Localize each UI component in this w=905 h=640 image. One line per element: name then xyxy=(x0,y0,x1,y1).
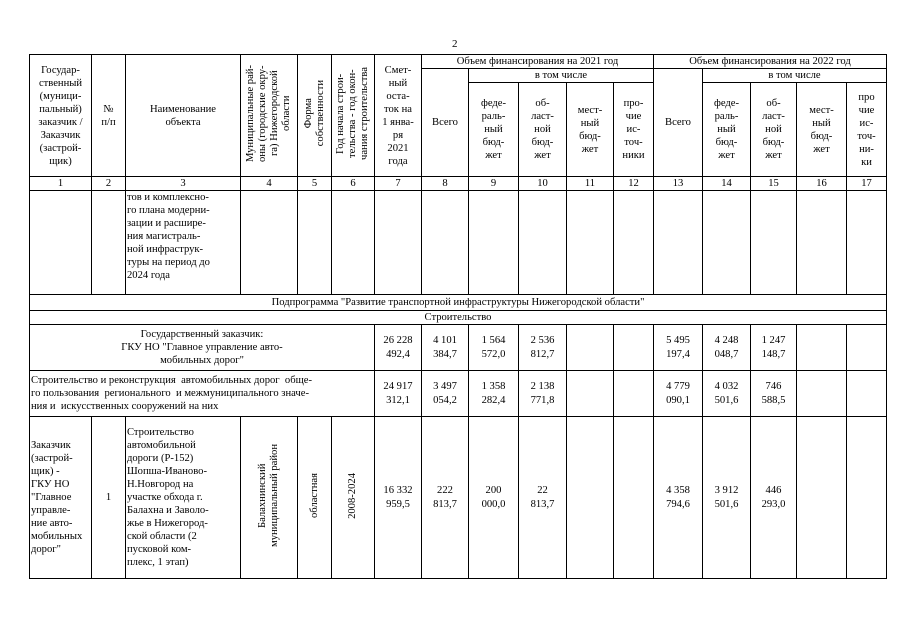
value-cell xyxy=(567,417,614,579)
colnum: 8 xyxy=(422,177,469,191)
value-cell: 26 228 492,4 xyxy=(375,325,422,371)
colnum: 1 xyxy=(30,177,92,191)
subprogram-title: Подпрограмма "Развитие транспортной инфраструктуры Нижегородской области" xyxy=(30,295,887,311)
state-customer-label: Государственный заказчик: ГКУ НО "Главное управление авто- мобильных дорог" xyxy=(30,325,375,371)
header-other-2022: про чие ис- точ- ни- ки xyxy=(847,83,887,177)
value-cell xyxy=(614,371,654,417)
colnum: 5 xyxy=(298,177,332,191)
header-customer: Государ- ственный (муници- пальный) заказчик / Заказчик (застрой- щик) xyxy=(30,55,92,177)
colnum: 3 xyxy=(126,177,241,191)
value-cell: 4 779 090,1 xyxy=(654,371,703,417)
object-row xyxy=(30,417,887,579)
colnum: 16 xyxy=(797,177,847,191)
value-cell: 2 536 812,7 xyxy=(519,325,567,371)
colnum: 7 xyxy=(375,177,422,191)
header-incl-2021: в том числе xyxy=(469,69,654,83)
value-cell: 4 101 384,7 xyxy=(422,325,469,371)
colnum: 13 xyxy=(654,177,703,191)
value-cell xyxy=(614,325,654,371)
header-total-2021: Всего xyxy=(422,69,469,177)
colnum: 2 xyxy=(92,177,126,191)
value-cell: 2 138 771,8 xyxy=(519,371,567,417)
value-cell: 5 495 197,4 xyxy=(654,325,703,371)
header-regional-2021: об- ласт- ной бюд- жет xyxy=(519,83,567,177)
value-cell xyxy=(797,325,847,371)
value-cell: 4 358 794,6 xyxy=(654,417,703,579)
value-cell: 4 032 501,6 xyxy=(703,371,751,417)
row-num: 1 xyxy=(92,417,126,579)
column-numbers-row xyxy=(30,177,887,191)
header-incl-2022: в том числе xyxy=(703,69,887,83)
value-cell: 1 564 572,0 xyxy=(469,325,519,371)
header-local-2021: мест- ный бюд- жет xyxy=(567,83,614,177)
row-district: Балахнинский муниципальный район xyxy=(241,417,298,579)
state-customer-row xyxy=(30,325,887,371)
value-cell: 1 247 148,7 xyxy=(751,325,797,371)
colnum: 17 xyxy=(847,177,887,191)
colnum: 15 xyxy=(751,177,797,191)
header-object-name: Наименование объекта xyxy=(126,55,241,177)
page-number: 2 xyxy=(452,38,458,50)
value-cell: 4 248 048,7 xyxy=(703,325,751,371)
header-estimate: Смет- ный оста- ток на 1 янва- ря 2021 года xyxy=(375,55,422,177)
header-years: Год начала строи- тельства - год окон- чания строительства xyxy=(332,55,375,177)
roads-total-label: Строительство и реконструкция автомобильных дорог обще- го пользования регионального и межмуниципального значе- ния и искусственных сооружений на них xyxy=(30,371,375,417)
header-total-2022: Всего xyxy=(654,69,703,177)
colnum: 6 xyxy=(332,177,375,191)
value-cell xyxy=(614,417,654,579)
row-years: 2008-2024 xyxy=(332,417,375,579)
value-cell xyxy=(847,417,887,579)
row-customer: Заказчик (застрой- щик) - ГКУ НО "Главное управле- ние авто- мобильных дорог" xyxy=(30,417,92,579)
colnum: 4 xyxy=(241,177,298,191)
value-cell xyxy=(847,325,887,371)
value-cell: 24 917 312,1 xyxy=(375,371,422,417)
header-local-2022: мест- ный бюд- жет xyxy=(797,83,847,177)
header-other-2021: про- чие ис- точ- ники xyxy=(614,83,654,177)
colnum: 11 xyxy=(567,177,614,191)
colnum: 9 xyxy=(469,177,519,191)
continuation-row xyxy=(30,191,887,295)
row-ownership: областная xyxy=(298,417,332,579)
colnum: 10 xyxy=(519,177,567,191)
row-object: Строительство автомобильной дороги (Р-152) Шопша-Иваново- Н.Новгород на участке обхода г. Балахна и Заволо- жье в Нижегород- ской области (2 пусковой ком- плекс, 1 этап) xyxy=(126,417,241,579)
financing-table xyxy=(29,54,887,579)
value-cell: 222 813,7 xyxy=(422,417,469,579)
header-federal-2022: феде- раль- ный бюд- жет xyxy=(703,83,751,177)
value-cell: 446 293,0 xyxy=(751,417,797,579)
value-cell xyxy=(797,371,847,417)
header-federal-2021: феде- раль- ный бюд- жет xyxy=(469,83,519,177)
value-cell xyxy=(797,417,847,579)
colnum: 12 xyxy=(614,177,654,191)
header-districts: Муниципальные рай- оны (городские окру- га) Нижегородской области xyxy=(241,55,298,177)
roads-total-row xyxy=(30,371,887,417)
value-cell: 3 912 501,6 xyxy=(703,417,751,579)
header-fin-2021: Объем финансирования на 2021 год xyxy=(422,55,654,69)
value-cell: 746 588,5 xyxy=(751,371,797,417)
header-num: № п/п xyxy=(92,55,126,177)
value-cell: 3 497 054,2 xyxy=(422,371,469,417)
continuation-text: тов и комплексно- го плана модерни- зации и расшире- ния магистраль- ной инфраструк- туры на период до 2024 года xyxy=(126,191,241,295)
value-cell xyxy=(567,371,614,417)
header-ownership: Форма собственности xyxy=(298,55,332,177)
value-cell: 1 358 282,4 xyxy=(469,371,519,417)
value-cell: 16 332 959,5 xyxy=(375,417,422,579)
section-construction: Строительство xyxy=(30,311,887,325)
value-cell xyxy=(567,325,614,371)
value-cell: 200 000,0 xyxy=(469,417,519,579)
value-cell: 22 813,7 xyxy=(519,417,567,579)
header-fin-2022: Объем финансирования на 2022 год xyxy=(654,55,887,69)
header-regional-2022: об- ласт- ной бюд- жет xyxy=(751,83,797,177)
colnum: 14 xyxy=(703,177,751,191)
value-cell xyxy=(847,371,887,417)
